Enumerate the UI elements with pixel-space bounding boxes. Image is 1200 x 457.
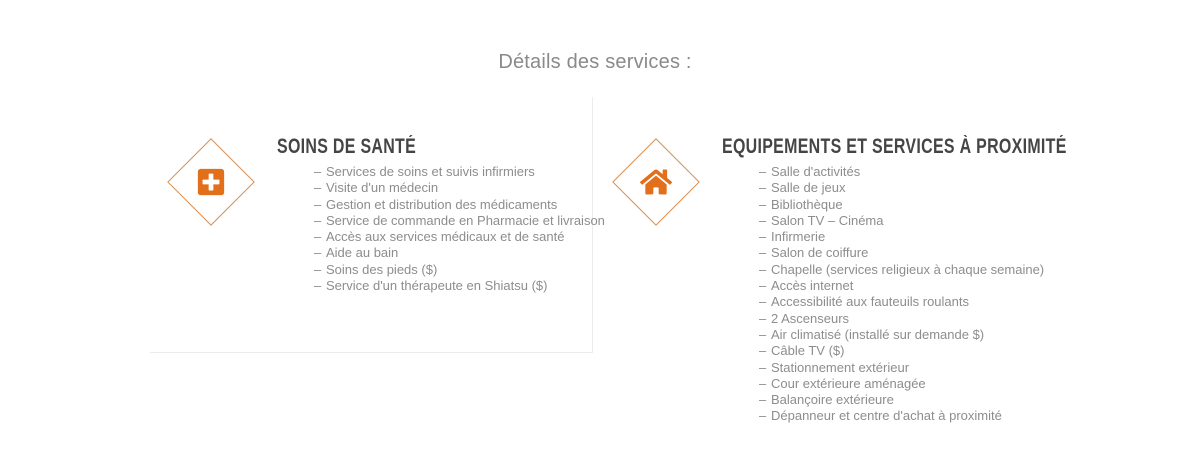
health-section-title: SOINS DE SANTÉ	[277, 135, 417, 158]
service-list-item: – Visite d'un médecin	[314, 180, 605, 196]
service-list-item: – Stationnement extérieur	[759, 360, 1044, 376]
service-list-item: – Infirmerie	[759, 229, 1044, 245]
service-list-item: – Dépanneur et centre d'achat à proximité	[759, 408, 1044, 424]
service-list-item: – Accès internet	[759, 278, 1044, 294]
service-list-item: – Accès aux services médicaux et de santé	[314, 229, 605, 245]
service-list-item: – Air climatisé (installé sur demande $)	[759, 327, 1044, 343]
service-list-item: – Chapelle (services religieux à chaque semaine)	[759, 262, 1044, 278]
service-list-item: – Gestion et distribution des médicaments	[314, 197, 605, 213]
service-list-item: – Aide au bain	[314, 245, 605, 261]
service-list-item: – 2 Ascenseurs	[759, 311, 1044, 327]
home-icon	[626, 152, 686, 212]
service-list-item: – Soins des pieds ($)	[314, 262, 605, 278]
equipment-section-title: EQUIPEMENTS ET SERVICES À PROXIMITÉ	[722, 135, 1067, 158]
service-list-item: – Câble TV ($)	[759, 343, 1044, 359]
equipment-services-list	[759, 164, 1044, 425]
service-list-item: – Salon de coiffure	[759, 245, 1044, 261]
service-list-item: – Salle d'activités	[759, 164, 1044, 180]
service-list-item: – Services de soins et suivis infirmiers	[314, 164, 605, 180]
equipment-section-diamond	[612, 138, 700, 226]
service-list-item: – Service d'un thérapeute en Shiatsu ($)	[314, 278, 605, 294]
health-services-list	[314, 164, 605, 294]
service-list-item: – Cour extérieure aménagée	[759, 376, 1044, 392]
service-list-item: – Balançoire extérieure	[759, 392, 1044, 408]
plus-square-icon	[181, 152, 241, 212]
service-list-item: – Salle de jeux	[759, 180, 1044, 196]
service-list-item: – Service de commande en Pharmacie et livraison	[314, 213, 605, 229]
service-list-item: – Accessibilité aux fauteuils roulants	[759, 294, 1044, 310]
service-list-item: – Salon TV – Cinéma	[759, 213, 1044, 229]
page-title: Détails des services :	[498, 51, 692, 73]
service-list-item: – Bibliothèque	[759, 197, 1044, 213]
